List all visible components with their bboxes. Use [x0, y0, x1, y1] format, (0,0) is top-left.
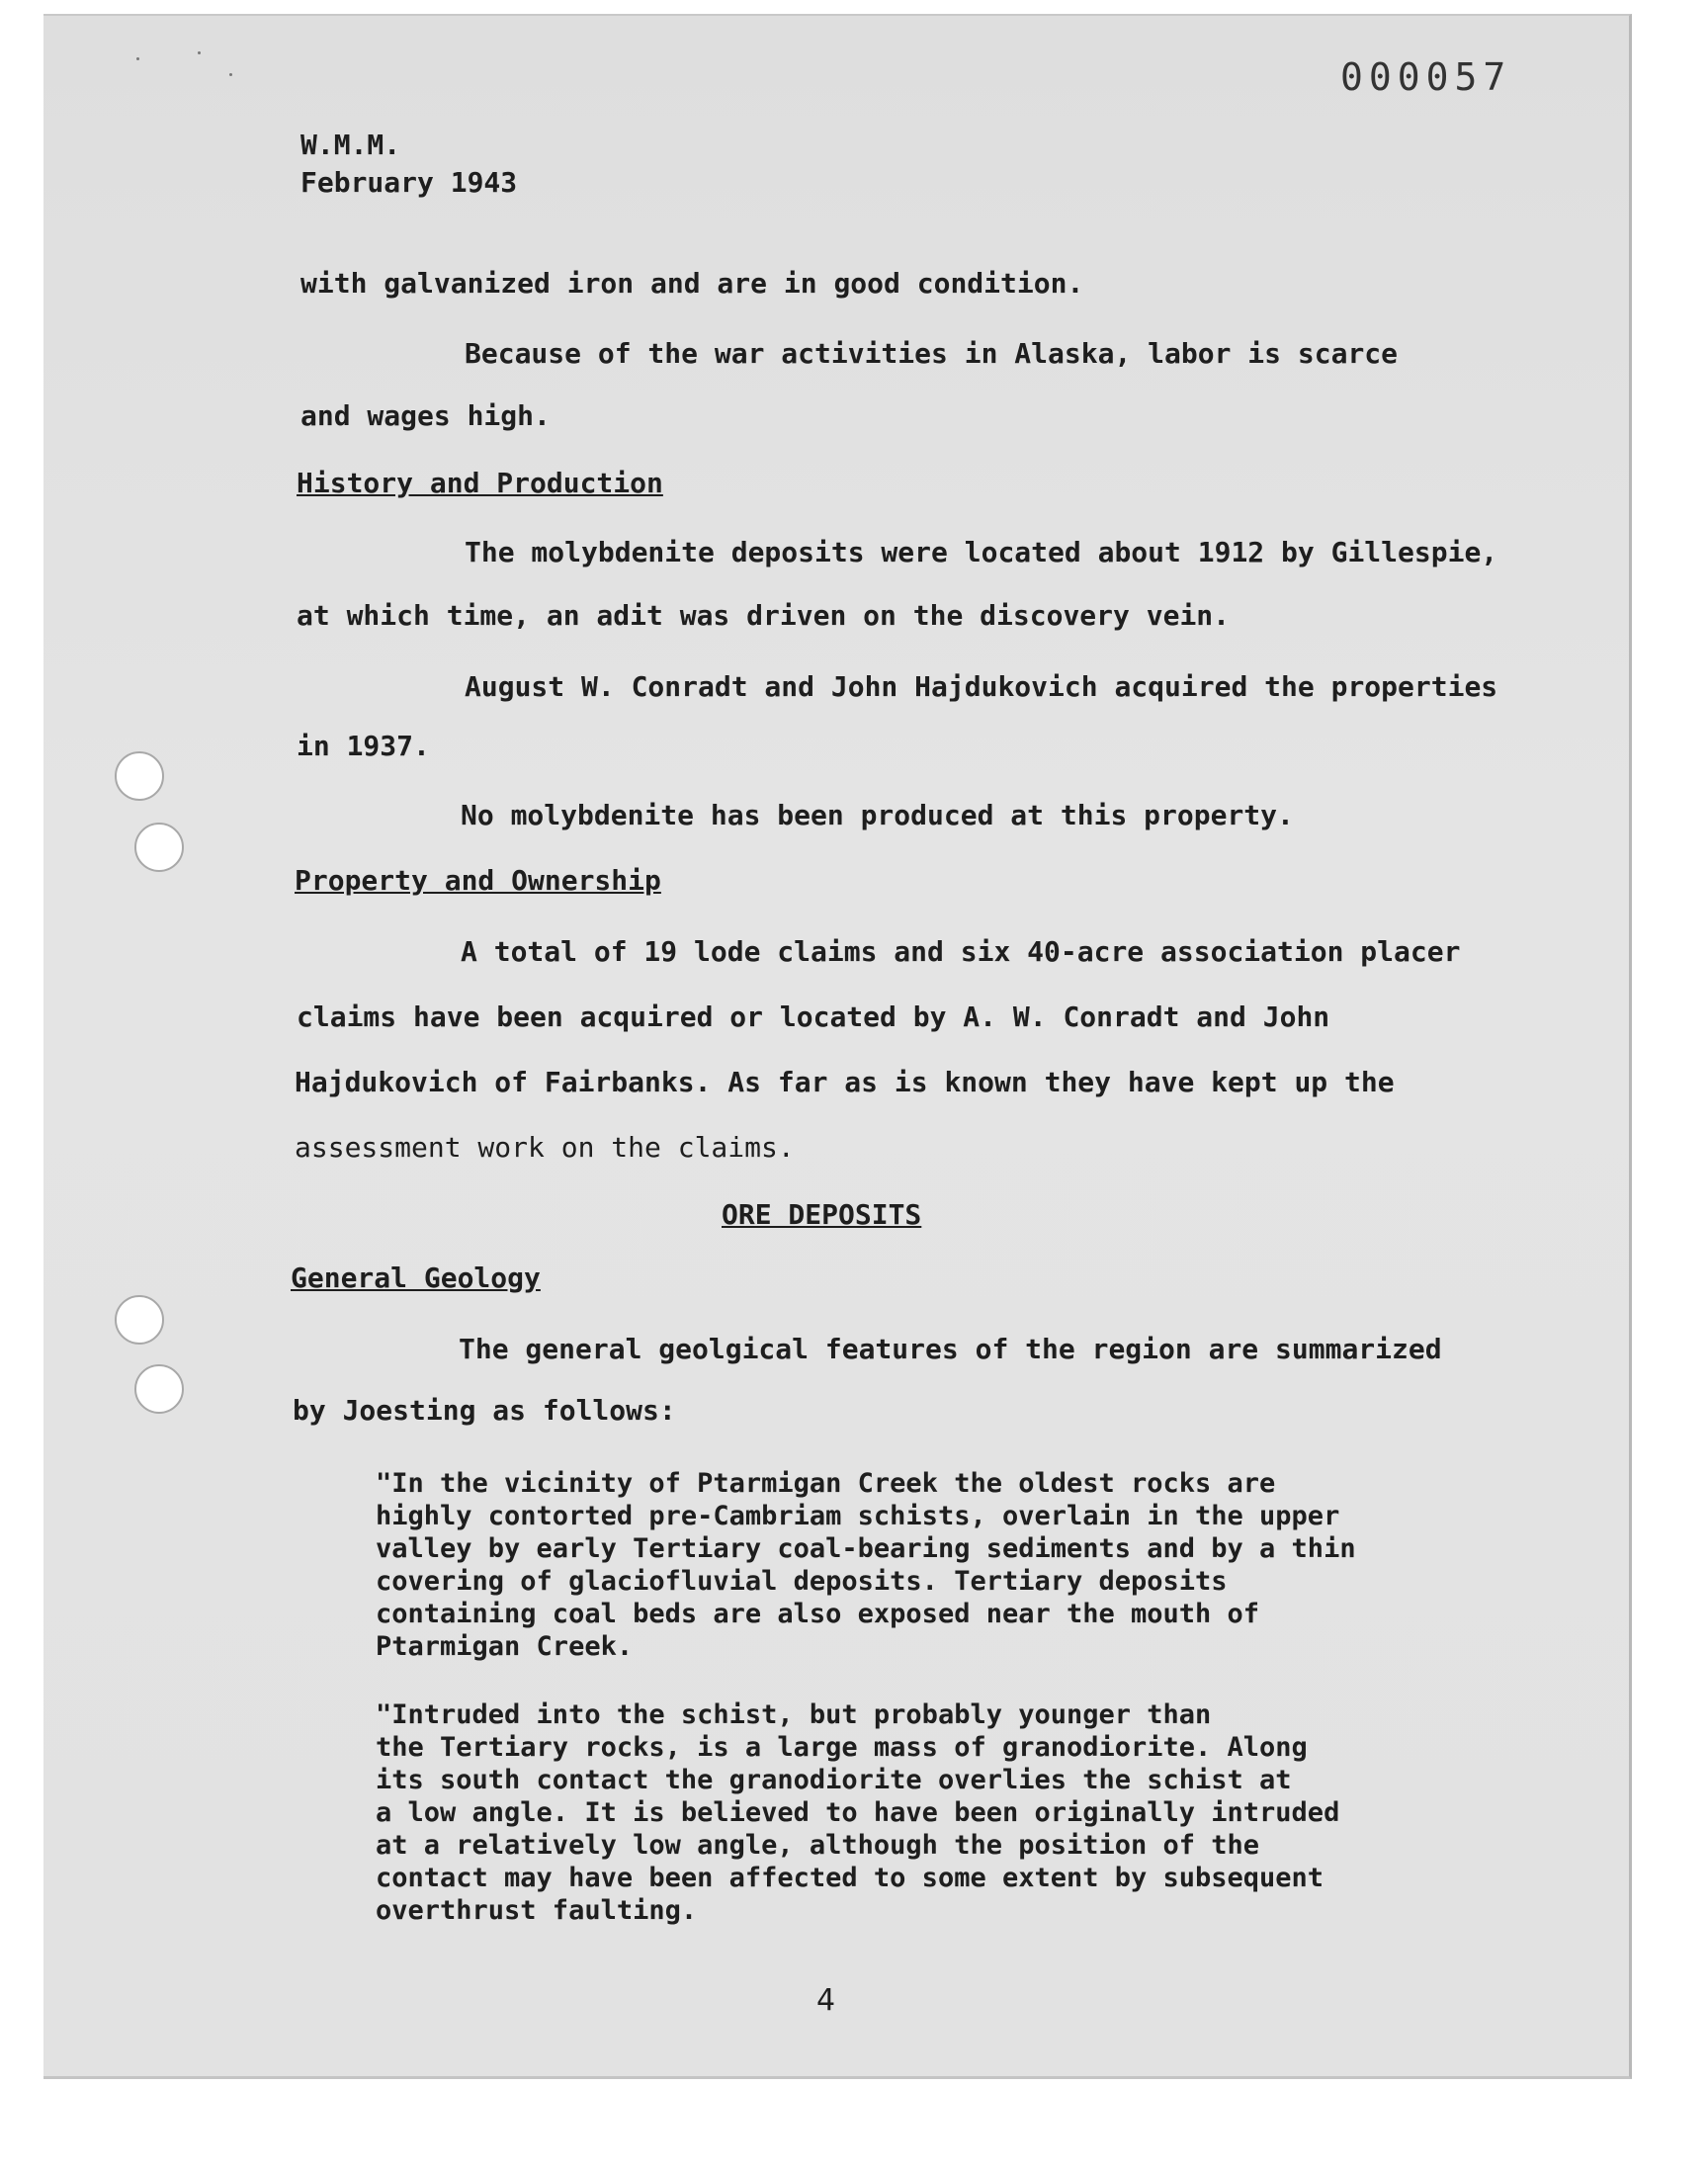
body-text-line: at which time, an adit was driven on the discovery vein. — [297, 599, 1231, 632]
body-text-line: in 1937. — [297, 730, 430, 762]
document-date: February 1943 — [300, 166, 518, 199]
quote-line: containing coal beds are also exposed near the mouth of — [376, 1599, 1260, 1629]
punch-hole — [134, 1364, 184, 1414]
quote-line: Ptarmigan Creek. — [376, 1631, 634, 1662]
body-text-line: The molybdenite deposits were located about 1912 by Gillespie, — [465, 536, 1498, 568]
subheading-general-geology: General Geology — [291, 1262, 541, 1294]
quote-line: highly contorted pre-Cambriam schists, overlain in the upper — [376, 1501, 1340, 1531]
section-heading-property: Property and Ownership — [295, 864, 661, 897]
block-quote-2 — [376, 1698, 1339, 1927]
body-text-line: The general geolgical features of the region are summarized — [459, 1333, 1442, 1365]
quote-line: covering of glaciofluvial deposits. Tertiary deposits — [376, 1566, 1228, 1597]
punch-hole — [115, 751, 164, 801]
document-stamp-number: 000057 — [1340, 55, 1512, 99]
quote-line: at a relatively low angle, although the position of the — [376, 1830, 1260, 1861]
block-quote-1 — [376, 1467, 1356, 1663]
quote-line: overthrust faulting. — [376, 1895, 698, 1926]
quote-line: contact may have been affected to some extent by subsequent — [376, 1863, 1324, 1893]
speck — [229, 73, 232, 76]
speck — [136, 57, 139, 60]
body-text-line: with galvanized iron and are in good condition. — [300, 267, 1084, 300]
speck — [198, 51, 201, 54]
punch-hole — [115, 1295, 164, 1345]
body-text-line: A total of 19 lode claims and six 40-acre association placer — [461, 935, 1461, 968]
quote-line: "Intruded into the schist, but probably younger than — [376, 1699, 1212, 1730]
body-text-line: Hajdukovich of Fairbanks. As far as is known they have kept up the — [295, 1066, 1395, 1098]
punch-hole — [134, 823, 184, 872]
body-text-line: by Joesting as follows: — [293, 1394, 676, 1427]
body-text-line: assessment work on the claims. — [295, 1131, 795, 1164]
section-heading-history: History and Production — [297, 467, 663, 499]
body-text-line: and wages high. — [300, 399, 551, 432]
quote-line: valley by early Tertiary coal-bearing sediments and by a thin — [376, 1533, 1356, 1564]
quote-line: the Tertiary rocks, is a large mass of granodiorite. Along — [376, 1732, 1308, 1763]
section-heading-ore-deposits: ORE DEPOSITS — [722, 1198, 922, 1231]
quote-line: "In the vicinity of Ptarmigan Creek the oldest rocks are — [376, 1468, 1276, 1499]
quote-line: its south contact the granodiorite overlies the schist at — [376, 1765, 1292, 1795]
author-initials: W.M.M. — [300, 129, 401, 161]
quote-line: a low angle. It is believed to have been originally intruded — [376, 1797, 1340, 1828]
body-text-line: No molybdenite has been produced at this property. — [461, 799, 1294, 831]
body-text-line: claims have been acquired or located by A. W. Conradt and John — [297, 1000, 1330, 1033]
body-text-line: Because of the war activities in Alaska, labor is scarce — [465, 337, 1399, 370]
body-text-line: August W. Conradt and John Hajdukovich acquired the properties — [465, 670, 1498, 703]
page-number: 4 — [816, 1983, 836, 2018]
